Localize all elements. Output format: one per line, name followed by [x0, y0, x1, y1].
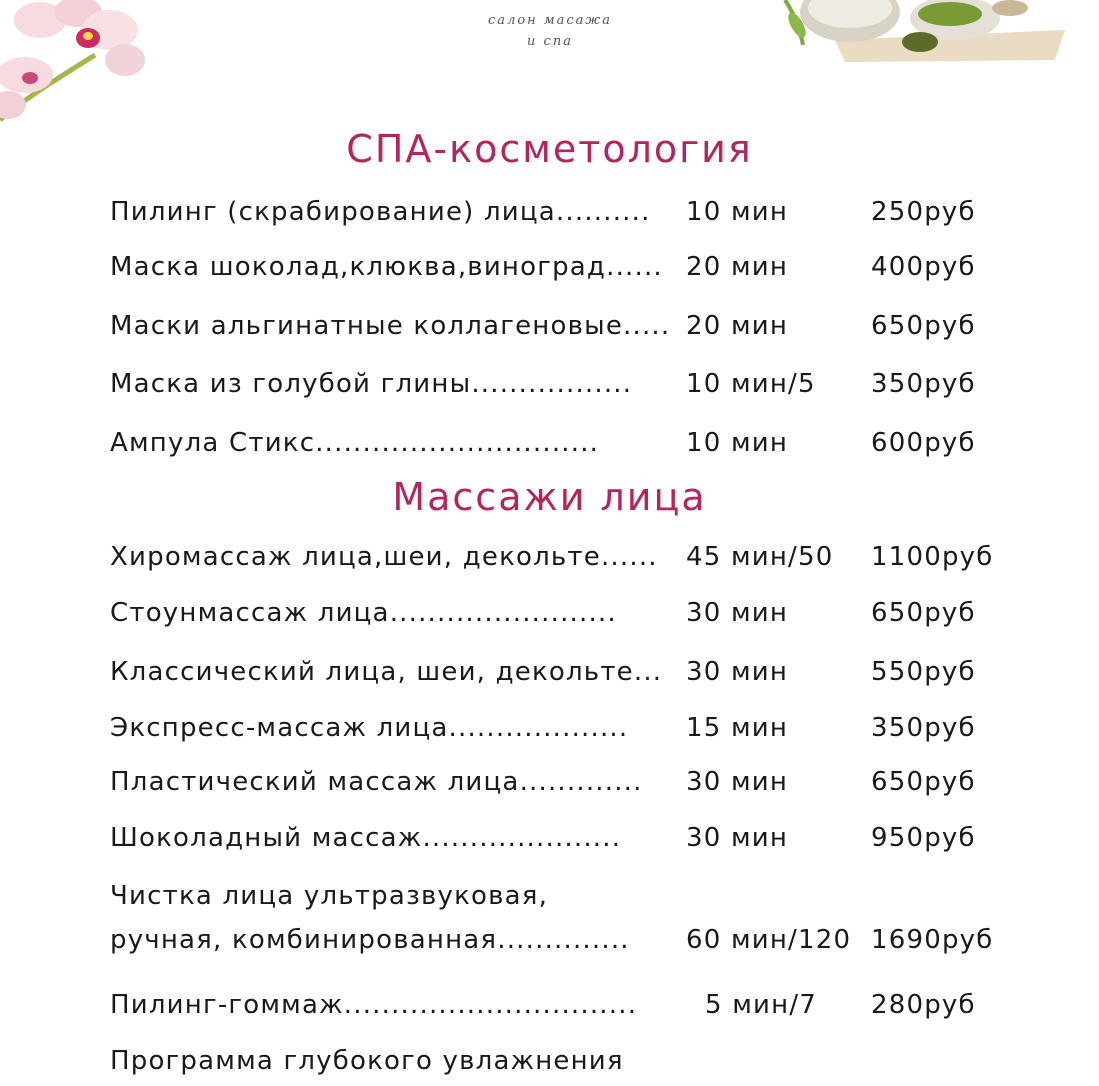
service-name: Маска шоколад,клюква,виноград	[110, 252, 607, 282]
service-name: Классический лица, шеи, декольте	[110, 657, 634, 687]
leader-dots: ...................	[448, 713, 629, 743]
service-name: Ампула Стикс	[110, 428, 316, 458]
service-price: 650руб	[871, 767, 976, 797]
spa-herbs-icon	[775, 0, 1065, 65]
leader-dots: .....	[623, 311, 671, 341]
service-price: 600руб	[871, 428, 976, 458]
service-price: 280руб	[871, 990, 976, 1020]
leader-dots: ........................	[389, 598, 617, 628]
service-price: 250руб	[871, 197, 976, 227]
service-name: Стоунмассаж лица	[110, 598, 390, 628]
service-name: Пилинг-гоммаж	[110, 990, 344, 1020]
service-duration: 20 мин	[686, 252, 789, 282]
service-duration: 30 мин	[686, 767, 789, 797]
service-price: 650руб	[871, 311, 976, 341]
service-duration: 30 мин	[686, 657, 789, 687]
list-item	[0, 252, 1099, 292]
leader-dots: ......	[600, 542, 658, 572]
service-name: Пластический массаж лица	[110, 767, 520, 797]
service-price: 1100руб	[871, 542, 994, 572]
list-item-line-1	[0, 881, 1099, 921]
service-duration: 30 мин	[686, 823, 789, 853]
service-price: 350руб	[871, 369, 976, 399]
service-price: 350руб	[871, 713, 976, 743]
service-duration: 45 мин/50	[686, 542, 834, 572]
logo-line-1: салон масажа	[488, 13, 612, 28]
list-item	[0, 197, 1099, 237]
service-name: Хиромассаж лица,шеи, декольте	[110, 542, 601, 572]
service-duration: 20 мин	[686, 311, 789, 341]
service-duration: 15 мин	[686, 713, 789, 743]
leader-dots: .................	[471, 369, 633, 399]
service-name-line-2: ручная, комбинированная	[110, 925, 498, 955]
list-item	[0, 925, 1099, 965]
orchid-flower-icon	[0, 0, 170, 140]
leader-dots: ...	[633, 657, 663, 687]
list-item	[0, 713, 1099, 753]
leader-dots: .....................	[422, 823, 622, 853]
list-item	[0, 428, 1099, 468]
service-name: Пилинг (скрабирование) лица	[110, 197, 556, 227]
service-name: Экспресс-массаж лица	[110, 713, 449, 743]
list-item	[0, 1046, 1099, 1086]
leader-dots: ...............................	[343, 990, 638, 1020]
list-item	[0, 990, 1099, 1030]
leader-dots: ......	[606, 252, 663, 282]
service-price: 950руб	[871, 823, 976, 853]
list-item	[0, 767, 1099, 807]
service-duration: 5 мин/7	[705, 990, 818, 1020]
list-item	[0, 311, 1099, 351]
service-name: Маска из голубой глины	[110, 369, 472, 399]
service-price: 650руб	[871, 598, 976, 628]
logo-line-2: и спа	[527, 34, 573, 49]
leader-dots: .............	[519, 767, 643, 797]
list-item	[0, 657, 1099, 697]
list-item	[0, 598, 1099, 638]
service-duration: 10 мин/5	[686, 369, 816, 399]
leader-dots: ..............................	[315, 428, 600, 458]
service-duration: 60 мин/120	[686, 925, 852, 955]
service-price: 1690руб	[871, 925, 994, 955]
salon-logo	[440, 10, 660, 52]
leader-dots: ..............	[497, 925, 630, 955]
service-duration: 10 мин	[686, 197, 789, 227]
service-price: 400руб	[871, 252, 976, 282]
leader-dots: ..........	[555, 197, 651, 227]
section-title-face-massage: Массажи лица	[392, 475, 707, 519]
service-name: Маски альгинатные коллагеновые	[110, 311, 624, 341]
service-name-line-1: Чистка лица ультразвуковая,	[110, 881, 549, 911]
service-name: Программа глубокого увлажнения	[110, 1046, 624, 1076]
service-duration: 30 мин	[686, 598, 789, 628]
section-title-spa-cosmetology: СПА-косметология	[346, 127, 753, 171]
list-item	[0, 369, 1099, 409]
service-price: 550руб	[871, 657, 976, 687]
list-item	[0, 542, 1099, 582]
service-name: Шоколадный массаж	[110, 823, 423, 853]
service-duration: 10 мин	[686, 428, 789, 458]
list-item	[0, 823, 1099, 863]
